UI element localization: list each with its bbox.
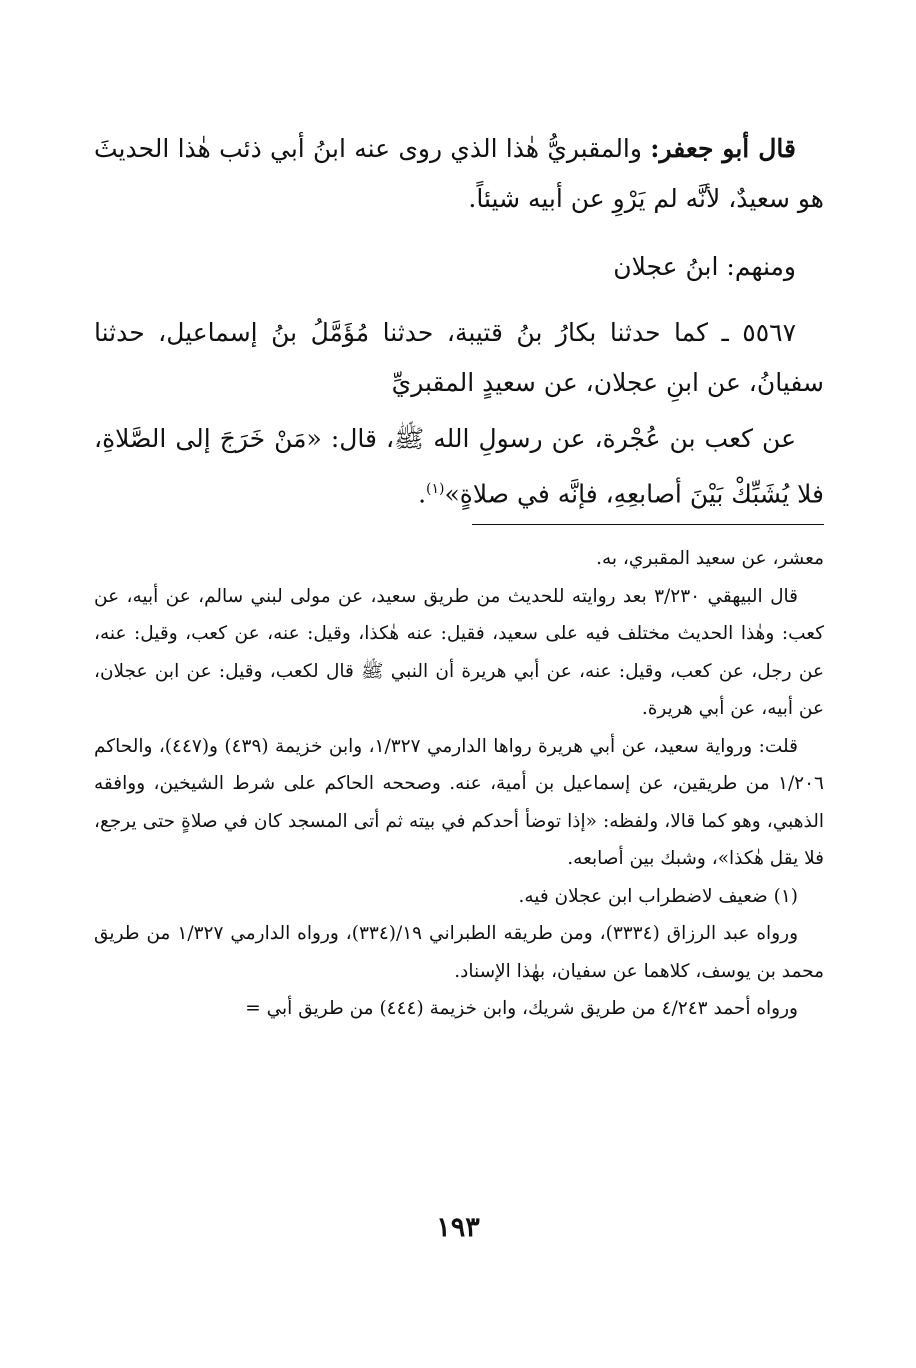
paragraph-text: والمقبريُّ هٰذا الذي روى عنه ابنُ أبي ذئب هٰذا الحديثَ هو سعيدٌ، لأنَّه لم يَرْوِ عن أبيه شيئاً. [94, 134, 824, 213]
footnote-continued: معشر، عن سعيد المقبري، به. [596, 548, 824, 569]
footnote-qultu: قلت: ورواية سعيد، عن أبي هريرة رواها الدارمي ١/٣٢٧، وابن خزيمة (٤٣٩) و(٤٤٧)، والحاكم ١/٢٠٦ من طريقين، عن إسماعيل بن أمية، عنه. وصححه الحاكم على شرط الشيخين، ووافقه الذهبي، وهو كما قالا، ولفظه: «إذا توضأ أحدكم في بيته ثم أتى المسجد كان في صلاةٍ حتى يرجع، فلا يقل هٰكذا»، وشبك بين أصابعه. [94, 735, 824, 869]
hadith-matn [94, 414, 824, 519]
speaker-label: قال أبو جعفر: [650, 134, 796, 163]
paragraph-ibn-ajlan: ومنهم: ابنُ عجلان [613, 252, 796, 281]
page-number: ١٩٣ [436, 1212, 480, 1243]
section-heading [94, 242, 824, 292]
footnote-ref: (١) [426, 481, 445, 497]
footnote-abdrazzaq: ورواه عبد الرزاق (٣٣٣٤)، ومن طريقه الطبراني ١٩/(٣٣٤)، ورواه الدارمي ١/٣٢٧ من طريق محمد بن يوسف، كلاهما عن سفيان، بهٰذا الإسناد. [94, 923, 824, 982]
hadith-text: عن كعب بن عُجْرة، عن رسولِ الله ﷺ، قال: «مَنْ خَرَجَ إلى الصَّلاةِ، فلا يُشَبِّكْ بَيْنَ أصابعِهِ، فإنَّه في صلاةٍ» [94, 424, 824, 509]
footnotes [94, 540, 824, 1028]
paragraph-hadith-text [94, 414, 824, 519]
hadith-end: . [418, 479, 427, 509]
main-text [94, 124, 824, 224]
footnote-ahmad: ورواه أحمد ٤/٢٤٣ من طريق شريك، وابن خزيمة (٤٤٤) من طريق أبي = [245, 998, 798, 1019]
footnote-1: (١) ضعيف لاضطراب ابن عجلان فيه. [518, 885, 798, 907]
footnote-baihaqi: قال البيهقي ٣/٢٣٠ بعد روايته للحديث من طريق سعيد، عن مولى لبني سالم، عن أبيه، عن كعب: وهٰذا الحديث مختلف فيه على سعيد، فقيل: عنه هٰكذا، وقيل: عنه، عن كعب، وقيل: عنه، عن رجل، عن كعب، وقيل: عنه، عن أبي هريرة أن النبي ﷺ قال لكعب، وقيل: عن ابن عجلان، عن أبيه، عن أبي هريرة. [94, 585, 824, 719]
hadith-isnad [94, 308, 824, 408]
footnote-divider [472, 524, 824, 525]
paragraph-abu-jafar [94, 124, 824, 224]
paragraph-hadith-5567: ٥٥٦٧ ـ كما حدثنا بكارُ بنُ قتيبة، حدثنا مُؤَمَّلُ بنُ إسماعيل، حدثنا سفيانُ، عن ابنِ عجلان، عن سعيدٍ المقبريِّ [94, 318, 824, 397]
